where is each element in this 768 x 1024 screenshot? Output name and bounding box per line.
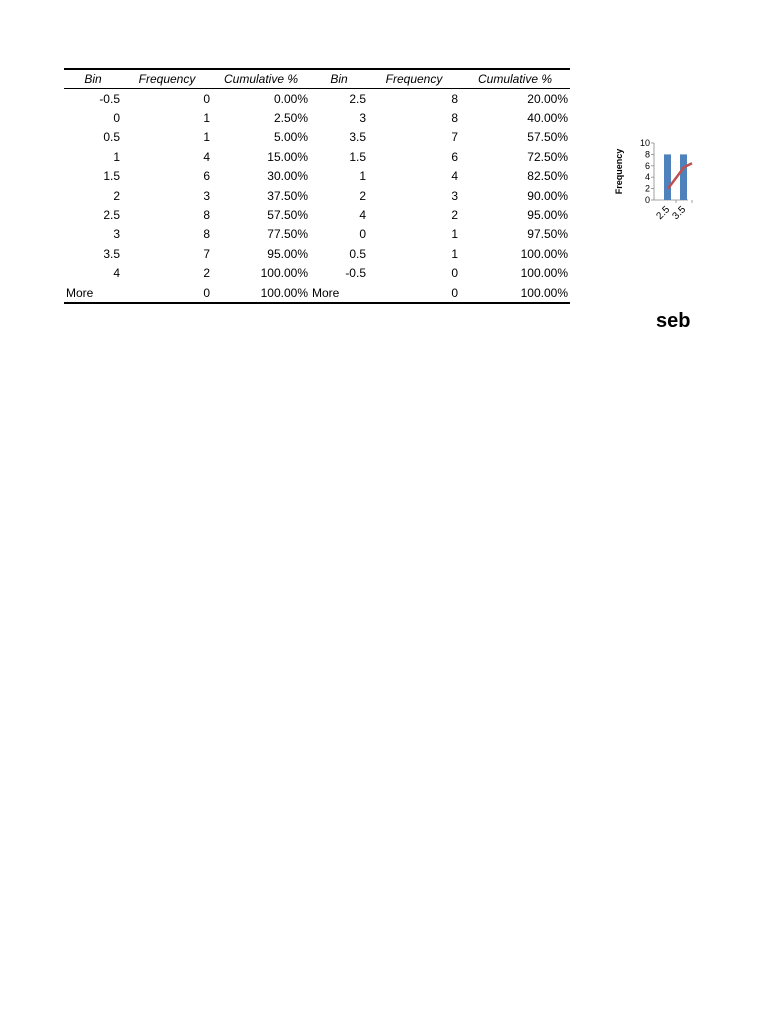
column-header-frequency-sorted: Frequency [368,69,460,89]
table-cell: 0 [203,91,210,106]
table-cell: 0 [451,266,458,281]
table-cell: 7 [203,246,210,261]
table-cell: 8 [203,208,210,223]
table-cell: 3 [203,188,210,203]
table-cell: 3 [451,188,458,203]
table-cell: 100.00% [212,283,310,303]
table-cell: 3.5 [349,130,366,145]
table-row [64,186,570,205]
y-axis-title: Frequency [614,148,624,195]
histogram-chart [608,134,708,234]
table-row [64,147,570,166]
table-cell: 2.5 [103,208,120,223]
column-header-cumulative: Cumulative % [212,69,310,89]
table-cell: 2.5 [349,91,366,106]
column-header-bin-sorted: Bin [310,69,368,89]
table-cell: 4 [203,149,210,164]
y-tick-label: 8 [644,149,650,160]
table-cell: 6 [203,169,210,184]
histogram-table-region [64,68,570,304]
x-tick-label: 3.5 [670,204,689,222]
column-header-cumulative-sorted: Cumulative % [460,69,570,89]
table-cell: 1 [203,130,210,145]
table-cell: 8 [451,91,458,106]
table-cell: 0.00% [273,91,308,106]
y-tick-label: 4 [644,172,650,183]
table-cell: 100.00% [260,266,308,281]
table-cell: More [64,283,122,303]
table-row [64,108,570,127]
table-cell: 15.00% [267,149,308,164]
table-cell: 0 [359,227,366,242]
table-row [64,283,570,303]
y-tick-label: 10 [639,138,650,148]
table-header-row [64,69,570,89]
table-cell: 1 [451,246,458,261]
bar [664,154,671,200]
table-row [64,244,570,263]
y-tick-label: 0 [644,195,650,205]
table-cell: 1.5 [103,169,120,184]
table-cell: 72.50% [527,149,568,164]
table-cell: 100.00% [460,283,570,303]
table-cell: 5.00% [273,130,308,145]
table-cell: 100.00% [520,266,568,281]
table-cell: 0 [113,111,120,126]
table-cell: 2 [203,266,210,281]
table-cell: 4 [451,169,458,184]
table-cell: 2.50% [273,111,308,126]
table-cell: 3.5 [103,246,120,261]
table-cell: 1 [359,169,366,184]
table-row [64,264,570,283]
table-row [64,167,570,186]
table-cell: 1.5 [349,149,366,164]
table-cell: 20.00% [527,91,568,106]
table-cell: 2 [359,188,366,203]
footer-label: seb [656,310,691,332]
x-tick-label: 2.5 [654,204,673,222]
table-cell: 37.50% [267,188,308,203]
chart-svg [608,134,708,234]
table-row [64,128,570,147]
table-cell: -0.5 [99,91,120,106]
table-row [64,205,570,224]
table-cell: 3 [359,111,366,126]
table-cell: 97.50% [527,227,568,242]
table-cell: 8 [203,227,210,242]
table-cell: 1 [113,149,120,164]
table-cell: 2 [113,188,120,203]
table-cell: 1 [451,227,458,242]
y-tick-label: 6 [644,160,650,171]
table-cell: 3 [113,227,120,242]
table-cell: 7 [451,130,458,145]
table-cell: -0.5 [345,266,366,281]
table-cell: 0 [368,283,460,303]
table-cell: 2 [451,208,458,223]
table-cell: 6 [451,149,458,164]
table-cell: 4 [359,208,366,223]
histogram-table [64,68,570,304]
table-cell: 8 [451,111,458,126]
column-header-frequency: Frequency [122,69,212,89]
table-cell: 0.5 [103,130,120,145]
table-cell: 40.00% [527,111,568,126]
column-header-bin: Bin [64,69,122,89]
table-cell: 95.00% [267,246,308,261]
bar [680,154,687,200]
table-cell: 57.50% [527,130,568,145]
table-cell: 4 [113,266,120,281]
table-cell: 90.00% [527,188,568,203]
table-cell: 57.50% [267,208,308,223]
table-cell: 82.50% [527,169,568,184]
table-cell: 30.00% [267,169,308,184]
table-cell: More [310,283,368,303]
table-cell: 95.00% [527,208,568,223]
y-tick-label: 2 [644,183,650,194]
table-cell: 0 [122,283,212,303]
table-row [64,225,570,244]
table-row [64,89,570,109]
table-cell: 0.5 [349,246,366,261]
table-cell: 100.00% [520,246,568,261]
table-cell: 77.50% [267,227,308,242]
table-cell: 1 [203,111,210,126]
